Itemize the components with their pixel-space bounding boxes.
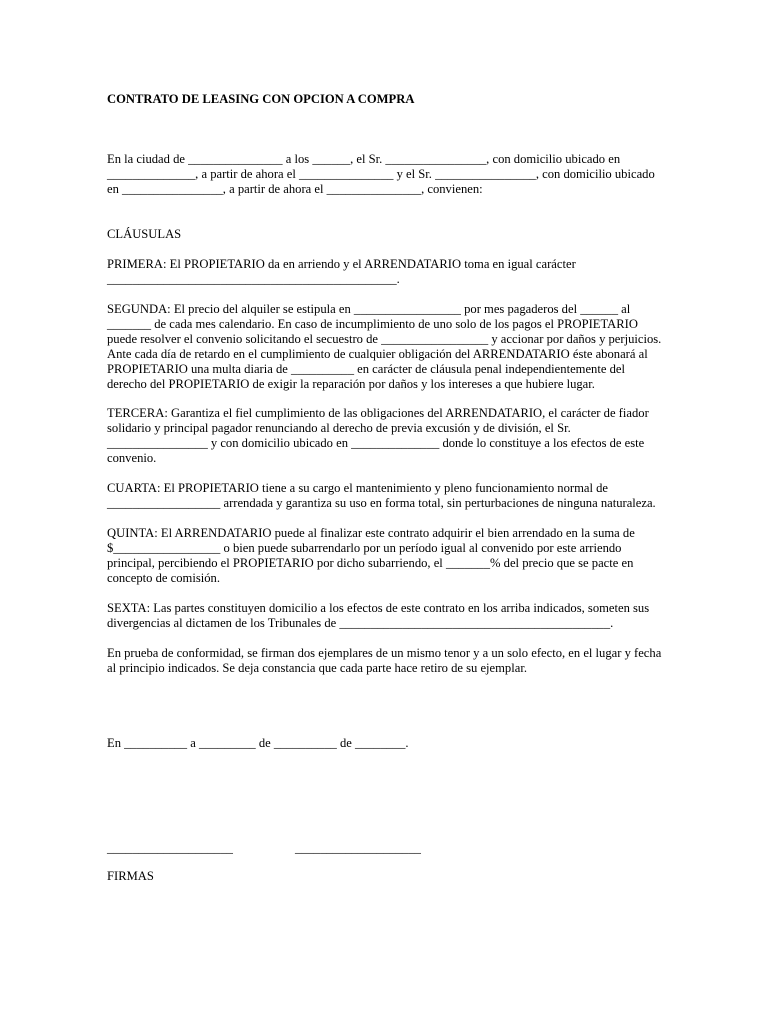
signature-line-left: ____________________ [107,841,233,855]
clause-line: PROPIETARIO una multa diaria de __________ en carácter de cláusula penal independientemente del [107,362,625,376]
clause-tercera [107,406,667,466]
clause-line: QUINTA: El ARRENDATARIO puede al finalizar este contrato adquirir el bien arrendado en la suma de [107,526,635,540]
firmas-label [107,869,667,884]
clause-line: convenio. [107,451,157,465]
clause-line: puede resolver el convenio solicitando el secuestro de _________________ y accionar por daños y perjuicios. [107,332,662,346]
intro-line: En la ciudad de _______________ a los ______, el Sr. ________________, con domicilio ubicado en [107,152,621,166]
clause-quinta [107,526,667,586]
clause-cuarta [107,481,667,511]
page-title: CONTRATO DE LEASING CON OPCION A COMPRA [107,92,415,106]
intro-line: en ________________, a partir de ahora el _______________, convienen: [107,182,483,196]
clause-line: ______________________________________________. [107,272,400,286]
clause-line: SEXTA: Las partes constituyen domicilio a los efectos de este contrato en los arriba indicados, someten sus [107,601,650,615]
clause-sexta [107,601,667,631]
clause-line: divergencias al dictamen de los Tribunales de ___________________________________________. [107,616,614,630]
signature-line-right: ____________________ [295,841,421,855]
conformidad-line: En prueba de conformidad, se firman dos ejemplares de un mismo tenor y a un solo efecto, en el lugar y fecha [107,646,662,660]
intro-line: ______________, a partir de ahora el _______________ y el Sr. ________________, con domicilio ubicado [107,167,655,181]
clause-line: solidario y principal pagador renunciando al derecho de previa excusión y de división, el Sr. [107,421,571,435]
conformidad-paragraph [107,646,667,676]
clause-line: ________________ y con domicilio ubicado en ______________ donde lo constituye a los efectos de este [107,436,645,450]
date-line [107,736,667,751]
conformidad-line: al principio indicados. Se deja constancia que cada parte hace retiro de su ejemplar. [107,661,527,675]
clause-line: SEGUNDA: El precio del alquiler se estipula en _________________ por mes pagaderos del ______ al [107,302,631,316]
clause-primera [107,257,667,287]
clause-line: principal, percibiendo el PROPIETARIO por dicho subarriendo, el _______% del precio que se pacte en [107,556,634,570]
date-line-text: En __________ a _________ de __________ de ________. [107,736,409,750]
signature-row [107,841,667,856]
intro-paragraph [107,152,667,197]
clausulas-heading [107,227,667,242]
clause-segunda [107,302,667,392]
clause-line: __________________ arrendada y garantiza su uso en forma total, sin perturbaciones de ninguna naturaleza. [107,496,656,510]
clause-line: $_________________ o bien puede subarrendarlo por un período igual al convenido por este arriendo [107,541,622,555]
clause-line: Ante cada día de retardo en el cumplimiento de cualquier obligación del ARRENDATARIO éste abonará al [107,347,648,361]
clause-line: PRIMERA: El PROPIETARIO da en arriendo y el ARRENDATARIO toma en igual carácter [107,257,576,271]
firmas-text: FIRMAS [107,869,154,883]
clause-line: concepto de comisión. [107,571,220,585]
clause-line: derecho del PROPIETARIO de exigir la reparación por daños y los intereses a que hubiere lugar. [107,377,595,391]
clause-line: TERCERA: Garantiza el fiel cumplimiento de las obligaciones del ARRENDATARIO, el carácter de fiador [107,406,649,420]
clause-line: CUARTA: El PROPIETARIO tiene a su cargo el mantenimiento y pleno funcionamiento normal de [107,481,608,495]
clausulas-heading-text: CLÁUSULAS [107,227,182,241]
clause-line: _______ de cada mes calendario. En caso de incumplimiento de uno solo de los pagos el PROPIETARIO [107,317,638,331]
